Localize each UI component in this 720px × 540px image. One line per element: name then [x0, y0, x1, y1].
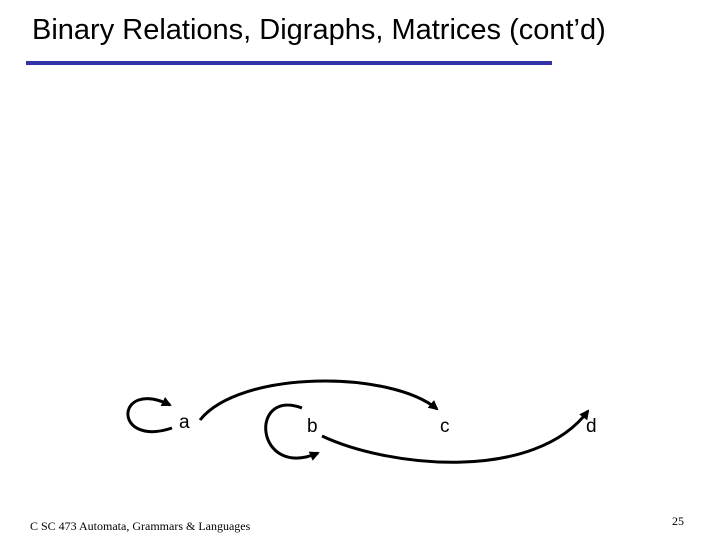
node-d: d: [586, 416, 597, 437]
node-c: c: [440, 416, 450, 437]
slide-title: Binary Relations, Digraphs, Matrices (cont’d): [32, 14, 606, 46]
edge-a-c: [200, 381, 437, 420]
edge-a-a: [128, 399, 172, 432]
node-a: a: [179, 412, 190, 433]
node-b: b: [307, 416, 318, 437]
edge-b-d: [322, 411, 588, 462]
slide-footer: C SC 473 Automata, Grammars & Languages: [30, 519, 251, 533]
page-number: 25: [672, 514, 684, 528]
